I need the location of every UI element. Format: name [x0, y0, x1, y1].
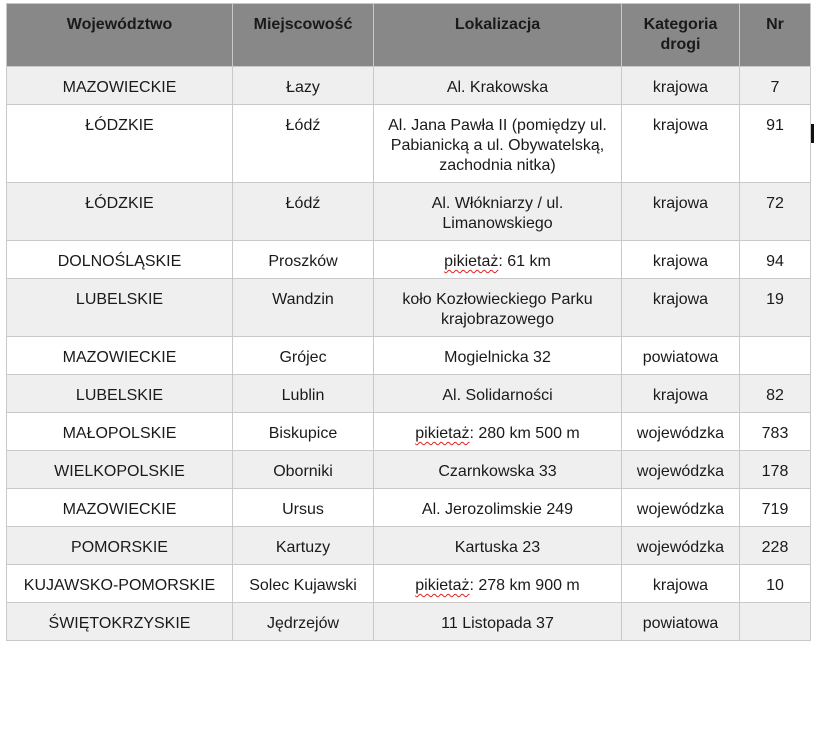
cell-miejscowosc: Jędrzejów — [233, 603, 374, 641]
cell-kategoria: krajowa — [622, 565, 740, 603]
cell-wojewodztwo: MAZOWIECKIE — [7, 67, 233, 105]
cell-lokalizacja: koło Kozłowieckiego Parku krajobrazowego — [374, 279, 622, 337]
cell-nr: 94 — [740, 241, 811, 279]
cell-lokalizacja: Kartuska 23 — [374, 527, 622, 565]
spellcheck-word: pikietaż — [444, 253, 499, 270]
cell-kategoria: wojewódzka — [622, 413, 740, 451]
cell-lokalizacja: Al. Włókniarzy / ul. Limanowskiego — [374, 183, 622, 241]
cell-nr: 228 — [740, 527, 811, 565]
cell-nr: 19 — [740, 279, 811, 337]
cell-kategoria: krajowa — [622, 375, 740, 413]
cell-lokalizacja: Mogielnicka 32 — [374, 337, 622, 375]
cell-kategoria: powiatowa — [622, 337, 740, 375]
table-row — [7, 489, 811, 527]
cell-kategoria: krajowa — [622, 279, 740, 337]
cell-miejscowosc: Grójec — [233, 337, 374, 375]
cell-miejscowosc: Biskupice — [233, 413, 374, 451]
cell-lokalizacja-text: : 61 km — [498, 253, 551, 270]
cell-miejscowosc: Łódź — [233, 183, 374, 241]
cell-lokalizacja-text: : 280 km 500 m — [469, 425, 580, 442]
cell-nr: 82 — [740, 375, 811, 413]
cell-kategoria: powiatowa — [622, 603, 740, 641]
header-kategoria-drogi: Kategoria drogi — [622, 4, 740, 67]
cell-miejscowosc: Kartuzy — [233, 527, 374, 565]
cell-nr: 178 — [740, 451, 811, 489]
cell-wojewodztwo: KUJAWSKO-POMORSKIE — [7, 565, 233, 603]
cell-wojewodztwo: ŁÓDZKIE — [7, 105, 233, 183]
table-body — [7, 67, 811, 641]
cell-nr — [740, 337, 811, 375]
cell-lokalizacja: 11 Listopada 37 — [374, 603, 622, 641]
cell-kategoria: krajowa — [622, 105, 740, 183]
text-cursor — [811, 124, 814, 143]
cell-wojewodztwo: MAŁOPOLSKIE — [7, 413, 233, 451]
table-row — [7, 337, 811, 375]
cell-nr — [740, 603, 811, 641]
cell-lokalizacja — [374, 241, 622, 279]
cell-lokalizacja — [374, 565, 622, 603]
cell-lokalizacja: Al. Solidarności — [374, 375, 622, 413]
cell-wojewodztwo: POMORSKIE — [7, 527, 233, 565]
table-row — [7, 527, 811, 565]
cell-wojewodztwo: LUBELSKIE — [7, 375, 233, 413]
cell-lokalizacja: Al. Jana Pawła II (pomiędzy ul. Pabianicką a ul. Obywatelską, zachodnia nitka) — [374, 105, 622, 183]
header-lokalizacja: Lokalizacja — [374, 4, 622, 67]
header-wojewodztwo: Województwo — [7, 4, 233, 67]
cell-miejscowosc: Wandzin — [233, 279, 374, 337]
cell-miejscowosc: Ursus — [233, 489, 374, 527]
cell-nr: 10 — [740, 565, 811, 603]
table-row — [7, 105, 811, 183]
table-row — [7, 451, 811, 489]
road-locations-table — [6, 3, 811, 641]
cell-nr: 91 — [740, 105, 811, 183]
cell-nr: 72 — [740, 183, 811, 241]
cell-miejscowosc: Solec Kujawski — [233, 565, 374, 603]
table-row — [7, 183, 811, 241]
cell-nr: 7 — [740, 67, 811, 105]
cell-lokalizacja-text: : 278 km 900 m — [469, 577, 580, 594]
cell-wojewodztwo: WIELKOPOLSKIE — [7, 451, 233, 489]
spellcheck-word: pikietaż — [415, 425, 470, 442]
cell-wojewodztwo: ŚWIĘTOKRZYSKIE — [7, 603, 233, 641]
header-miejscowosc: Miejscowość — [233, 4, 374, 67]
table-row — [7, 67, 811, 105]
cell-kategoria: wojewódzka — [622, 489, 740, 527]
cell-lokalizacja: Al. Krakowska — [374, 67, 622, 105]
cell-kategoria: krajowa — [622, 67, 740, 105]
cell-wojewodztwo: MAZOWIECKIE — [7, 489, 233, 527]
header-row — [7, 4, 811, 67]
cell-miejscowosc: Proszków — [233, 241, 374, 279]
spellcheck-word: pikietaż — [415, 577, 470, 594]
cell-miejscowosc: Łódź — [233, 105, 374, 183]
table-row — [7, 565, 811, 603]
cell-lokalizacja: Czarnkowska 33 — [374, 451, 622, 489]
table-row — [7, 279, 811, 337]
table-row — [7, 413, 811, 451]
cell-kategoria: krajowa — [622, 241, 740, 279]
cell-wojewodztwo: MAZOWIECKIE — [7, 337, 233, 375]
cell-kategoria: wojewódzka — [622, 527, 740, 565]
cell-kategoria: wojewódzka — [622, 451, 740, 489]
cell-miejscowosc: Łazy — [233, 67, 374, 105]
table-header — [7, 4, 811, 67]
table-row — [7, 241, 811, 279]
table-row — [7, 603, 811, 641]
table-row — [7, 375, 811, 413]
cell-miejscowosc: Lublin — [233, 375, 374, 413]
cell-nr: 719 — [740, 489, 811, 527]
cell-nr: 783 — [740, 413, 811, 451]
cell-wojewodztwo: DOLNOŚLĄSKIE — [7, 241, 233, 279]
header-nr: Nr — [740, 4, 811, 67]
cell-wojewodztwo: LUBELSKIE — [7, 279, 233, 337]
cell-miejscowosc: Oborniki — [233, 451, 374, 489]
cell-lokalizacja — [374, 413, 622, 451]
cell-wojewodztwo: ŁÓDZKIE — [7, 183, 233, 241]
cell-kategoria: krajowa — [622, 183, 740, 241]
cell-lokalizacja: Al. Jerozolimskie 249 — [374, 489, 622, 527]
